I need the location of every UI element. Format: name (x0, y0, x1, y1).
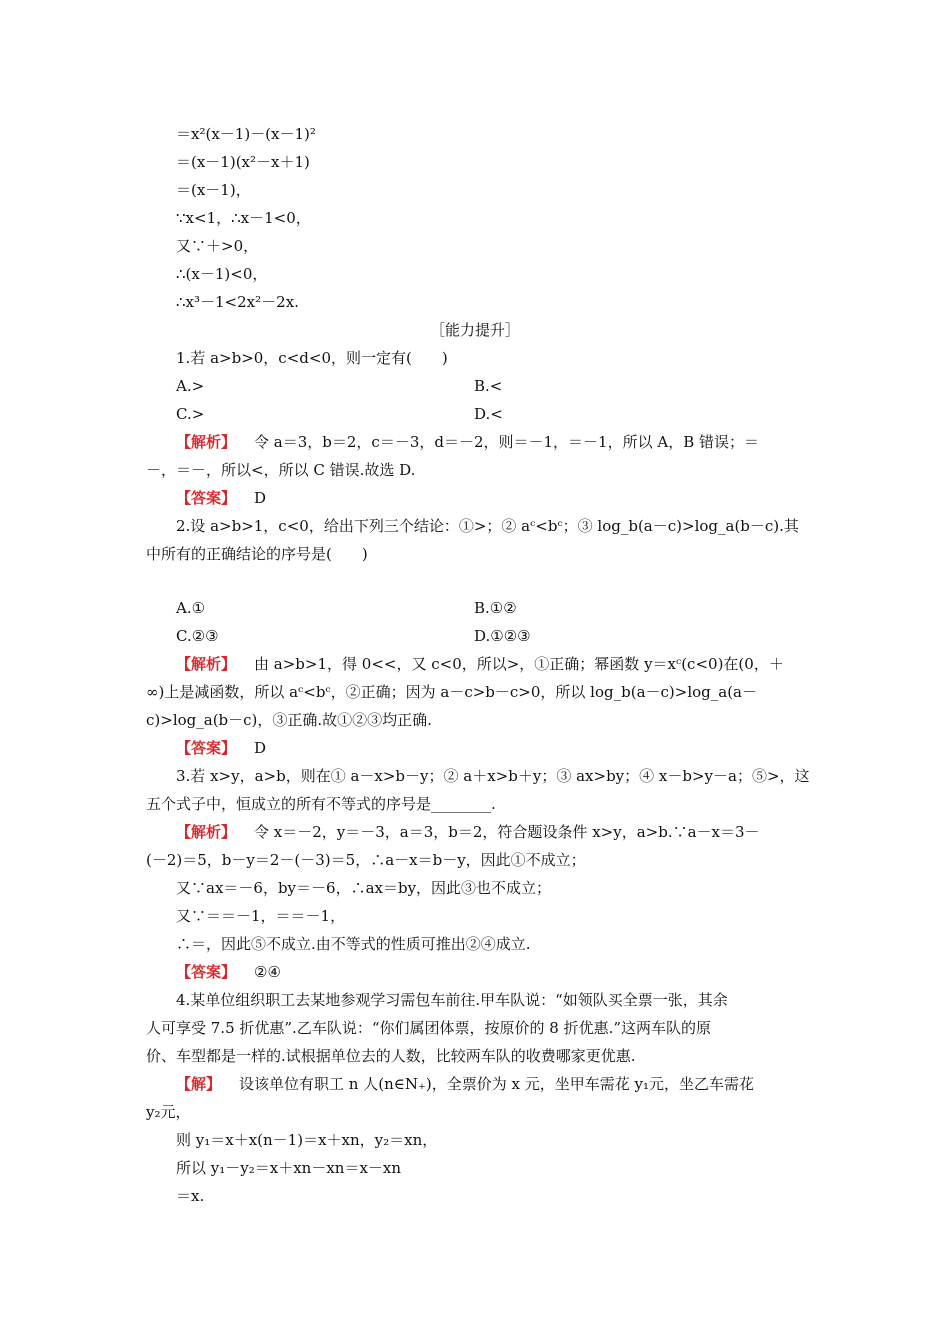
line-text: D (254, 739, 267, 757)
text-line (176, 404, 204, 424)
line-text: D (254, 489, 267, 507)
text-line (146, 544, 368, 564)
line-text: ＝(x－1)(x²－x＋1) (176, 153, 310, 171)
text-line (176, 962, 281, 982)
text-line (176, 432, 759, 452)
text-line (176, 180, 251, 200)
line-text: D.①②③ (474, 627, 531, 645)
text-line (474, 376, 502, 396)
line-text: ＝x²(x－1)－(x－1)² (176, 125, 316, 143)
line-text: ［能力提升］ (429, 321, 520, 339)
text-line (146, 460, 415, 480)
text-line (176, 878, 551, 898)
line-text: 1.若 a>b>0，c<d<0，则一定有( ) (176, 349, 448, 367)
text-line (176, 1074, 754, 1094)
text-line (176, 626, 219, 646)
line-text: (－2)＝5，b－y＝2－(－3)＝5，∴a－x＝b－y，因此①不成立； (146, 851, 586, 869)
section-tag: 【解析】 (176, 655, 237, 673)
line-text: B.< (474, 377, 503, 395)
line-text: 则 y₁＝x＋x(n－1)＝x＋xn，y₂＝xn， (176, 1131, 438, 1149)
text-line (176, 766, 810, 786)
text-line (176, 488, 266, 508)
line-text: ＝(x－1)， (176, 181, 251, 199)
line-text: 中所有的正确结论的序号是( ) (146, 545, 368, 563)
text-line (146, 850, 586, 870)
line-text: ∴(x－1)<0， (176, 265, 268, 283)
line-text: ∴x³－1<2x²－2x. (176, 293, 299, 311)
line-text: 3.若 x>y，a>b，则在① a－x>b－y；② a＋x>b＋y；③ ax>by；④ x－b>y－a；⑤>，这 (176, 767, 810, 785)
line-text: 又∵ax＝－6，by＝－6，∴ax＝by，因此③也不成立； (176, 879, 552, 897)
text-line (176, 906, 345, 926)
text-line (474, 404, 503, 424)
line-text: ∴＝，因此⑤不成立.由不等式的性质可推出②④成立. (176, 935, 531, 953)
text-line (176, 236, 258, 256)
line-text: 令 a＝3，b＝2，c＝－3，d＝－2，则＝－1，＝－1，所以 A，B 错误；＝ (254, 433, 759, 451)
line-text: 2.设 a>b>1，c<0，给出下列三个结论：①>；② aᶜ<bᶜ；③ log_b(a－c)>log_a(b－c).其 (176, 517, 799, 535)
section-tag: 【答案】 (176, 739, 237, 757)
text-line (176, 124, 316, 144)
text-line (176, 348, 448, 368)
text-line (176, 516, 799, 536)
text-line (176, 598, 205, 618)
line-text: C.②③ (176, 627, 219, 645)
text-line (146, 1046, 636, 1066)
line-text: y₂元， (146, 1103, 191, 1121)
section-tag: 【答案】 (176, 963, 237, 981)
text-line (0, 320, 950, 340)
line-text: ＝x. (176, 1187, 205, 1205)
line-text: 4.某单位组织职工去某地参观学习需包车前往.甲车队说：“如领队买全票一张，其余 (176, 991, 728, 1009)
text-line (474, 626, 531, 646)
text-line (146, 710, 432, 730)
text-line (176, 376, 204, 396)
line-text: D.< (474, 405, 503, 423)
text-line (176, 822, 760, 842)
text-line (176, 654, 784, 674)
line-text: 五个式子中，恒成立的所有不等式的序号是________. (146, 795, 496, 813)
text-line (176, 1158, 401, 1178)
line-text: ②④ (254, 963, 281, 981)
line-text: 所以 y₁－y₂＝x＋xn－xn＝x－xn (176, 1159, 402, 1177)
text-line (146, 1018, 711, 1038)
text-line (474, 598, 517, 618)
section-tag: 【解析】 (176, 823, 237, 841)
text-line (176, 738, 266, 758)
text-line (176, 1130, 437, 1150)
text-line (176, 208, 311, 228)
line-text: 人可享受 7.5 折优惠”.乙车队说：“你们属团体票，按原价的 8 折优惠.”这两车队的原 (146, 1019, 712, 1037)
text-line (176, 990, 728, 1010)
line-text: －，＝－，所以<，所以 C 错误.故选 D. (146, 461, 416, 479)
text-line (176, 934, 531, 954)
line-text: ∞)上是减函数，所以 aᶜ<bᶜ，②正确；因为 a－c>b－c>0，所以 log_b(a－c)>log_a(a－ (146, 683, 757, 701)
line-text: ∵x<1，∴x－1<0， (176, 209, 311, 227)
line-text: 又∵＝＝－1，＝＝－1， (176, 907, 346, 925)
section-tag: 【解析】 (176, 433, 237, 451)
line-text: c)>log_a(b－c)，③正确.故①②③均正确. (146, 711, 432, 729)
text-line (176, 292, 299, 312)
section-tag: 【解】 (176, 1075, 222, 1093)
text-line (146, 682, 757, 702)
line-text: 设该单位有职工 n 人(n∈N₊)，全票价为 x 元，坐甲车需花 y₁元，坐乙车需花 (239, 1075, 754, 1093)
line-text: C.> (176, 405, 205, 423)
line-text: 又∵＋>0， (176, 237, 259, 255)
section-tag: 【答案】 (176, 489, 237, 507)
text-line (176, 264, 267, 284)
text-line (176, 1186, 204, 1206)
line-text: A.① (176, 599, 206, 617)
text-line (176, 152, 310, 172)
text-line (146, 1102, 191, 1122)
text-line (146, 794, 496, 814)
line-text: A.> (176, 377, 205, 395)
line-text: 令 x＝－2，y＝－3，a＝3，b＝2，符合题设条件 x>y，a>b.∵a－x＝3－ (254, 823, 760, 841)
line-text: B.①② (474, 599, 517, 617)
line-text: 价、车型都是一样的.试根据单位去的人数，比较两车队的收费哪家更优惠. (146, 1047, 636, 1065)
line-text: 由 a>b>1，得 0<<，又 c<0，所以>，①正确；幂函数 y＝xᶜ(c<0)在(0，＋ (254, 655, 784, 673)
